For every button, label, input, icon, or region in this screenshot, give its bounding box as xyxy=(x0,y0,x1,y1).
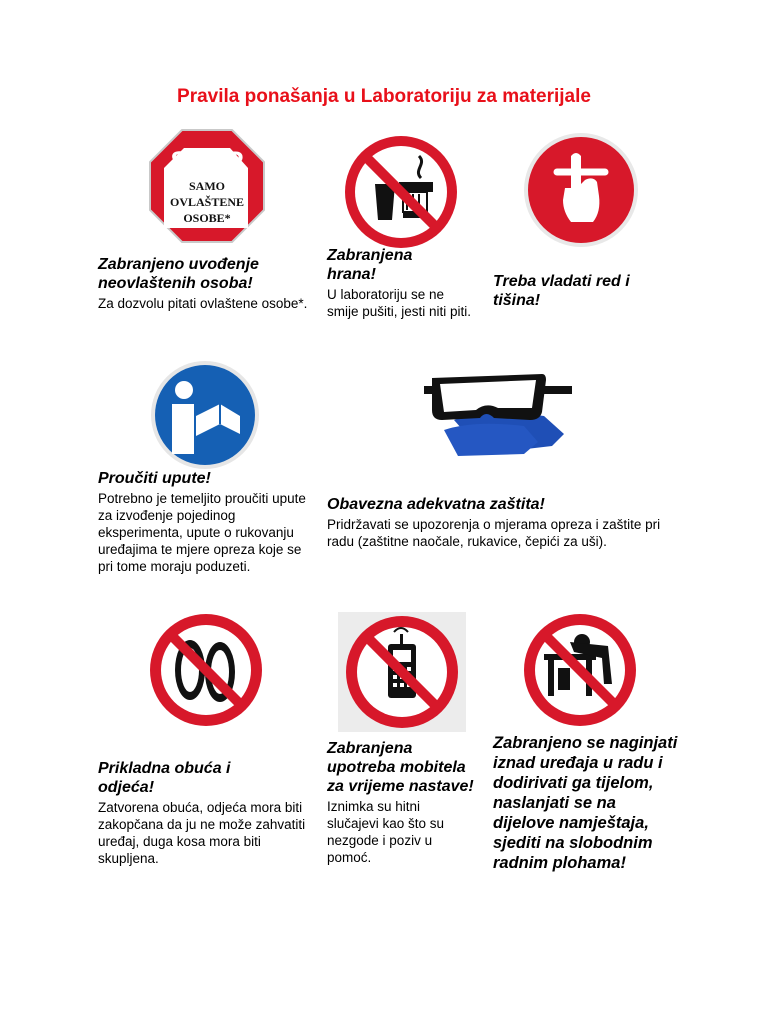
rule-2-text: U laboratoriju se ne smije pušiti, jesti niti piti. xyxy=(327,287,472,319)
rule-1-text: Za dozvolu pitati ovlaštene osobe*. xyxy=(98,296,308,311)
goggles-gloves-icon xyxy=(424,368,574,468)
rule-4 xyxy=(98,469,318,575)
rule-3-title: Treba vladati red i tišina! xyxy=(493,273,630,309)
rule-6 xyxy=(98,759,316,867)
rule-7 xyxy=(327,739,477,866)
rule-6-title: Prikladna obuća i odjeća! xyxy=(98,760,231,796)
no-mobile-phone-icon xyxy=(338,612,466,732)
rule-7-text: Iznimka su hitni slučajevi kao što su nezgode i poziv u pomoć. xyxy=(327,799,445,865)
rule-3 xyxy=(493,272,668,310)
page-title: Pravila ponašanja u Laboratoriju za materijale xyxy=(177,86,591,107)
rule-5-title: Obavezna adekvatna zaštita! xyxy=(327,496,545,513)
stop-line-2: OVLAŠTENE xyxy=(169,195,245,209)
rule-4-title: Proučiti upute! xyxy=(98,470,211,487)
stop-word: STOP xyxy=(170,146,244,176)
stop-sign-icon xyxy=(148,128,266,244)
rule-5 xyxy=(327,495,672,550)
stop-line-1: SAMO xyxy=(189,179,225,193)
rule-8-title: Zabranjeno se naginjati iznad uređaja u radu i dodirivati ga tijelom, naslanjati se na dijelove namještaja, sjediti na slobodnim radnim plohama! xyxy=(493,734,678,872)
rule-4-text: Potrebno je temeljito proučiti upute za izvođenje pojedinog eksperimenta, upute o rukovanju uređajima te mjere opreza koje se pri tome moraju poduzeti. xyxy=(98,491,306,574)
rule-7-title: Zabranjena upotreba mobitela za vrijeme nastave! xyxy=(327,740,474,795)
rule-6-text: Zatvorena obuća, odjeća mora biti zakopčana da ju ne može zahvatiti uređaj, duga kosa mora biti skupljena. xyxy=(98,800,306,866)
stop-line-3: OSOBE* xyxy=(183,211,231,225)
read-instructions-icon xyxy=(150,360,260,470)
rule-1 xyxy=(98,255,313,312)
rule-8 xyxy=(493,733,678,873)
rule-5-text: Pridržavati se upozorenja o mjerama opreza i zaštite pri radu (zaštitne naočale, rukavice, čepići za uši). xyxy=(327,517,661,549)
rule-2-title: Zabranjena hrana! xyxy=(327,247,413,283)
rule-1-title: Zabranjeno uvođenje neovlaštenih osoba! xyxy=(98,256,259,292)
no-food-drink-smoking-icon xyxy=(343,134,459,250)
silence-finger-icon xyxy=(523,132,639,248)
no-sandals-icon xyxy=(148,612,264,728)
rule-2 xyxy=(327,246,477,320)
no-leaning-over-machine-icon xyxy=(522,612,638,728)
